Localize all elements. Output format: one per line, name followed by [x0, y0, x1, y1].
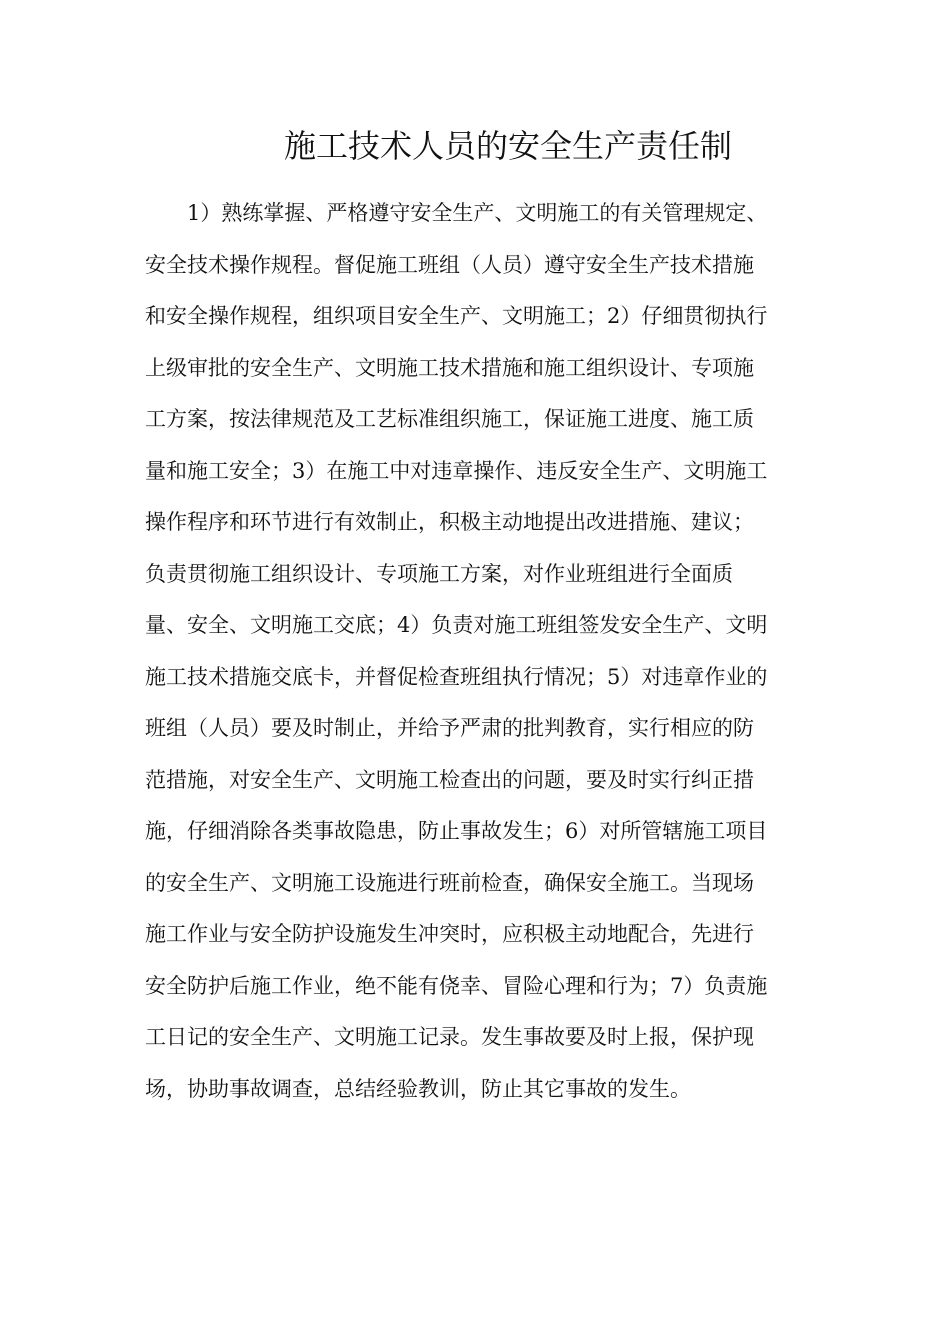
body-line: 安全技术操作规程。督促施工班组（人员）遵守安全生产技术措施: [145, 252, 754, 277]
body-line: 工方案，按法律规范及工艺标准组织施工，保证施工进度、施工质: [145, 407, 754, 431]
body-line: 上级审批的安全生产、文明施工技术措施和施工组织设计、专项施: [145, 355, 754, 380]
body-line: 负责贯彻施工组织设计、专项施工方案，对作业班组进行全面质: [145, 561, 733, 586]
body-line: 范措施，对安全生产、文明施工检查出的问题，要及时实行纠正措: [145, 767, 754, 792]
body-line: 工日记的安全生产、文明施工记录。发生事故要及时上报，保护现: [145, 1025, 754, 1049]
body-line: 施工作业与安全防护设施发生冲突时，应积极主动地配合，先进行: [145, 922, 754, 946]
body-line: 1）熟练掌握、严格遵守安全生产、文明施工的有关管理规定、: [187, 201, 768, 225]
body-line: 施，仔细消除各类事故隐患，防止事故发生；6）对所管辖施工项目: [145, 819, 768, 843]
body-line: 班组（人员）要及时制止，并给予严肃的批判教育，实行相应的防: [145, 716, 754, 740]
body-line: 的安全生产、文明施工设施进行班前检查，确保安全施工。当现场: [145, 870, 754, 895]
document-body: [145, 188, 805, 1115]
body-line: 施工技术措施交底卡，并督促检查班组执行情况；5）对违章作业的: [145, 664, 768, 689]
body-line: 场，协助事故调查，总结经验教训，防止其它事故的发生。: [145, 1076, 691, 1101]
body-line: 量、安全、文明施工交底；4）负责对施工班组签发安全生产、文明: [145, 613, 768, 637]
body-line: 安全防护后施工作业，绝不能有侥幸、冒险心理和行为；7）负责施: [145, 973, 768, 998]
document-title: 施工技术人员的安全生产责任制: [283, 127, 732, 165]
body-line: 量和施工安全；3）在施工中对违章操作、违反安全生产、文明施工: [145, 458, 768, 483]
body-line: 操作程序和环节进行有效制止，积极主动地提出改进措施、建议；: [145, 510, 754, 534]
body-line: 和安全操作规程，组织项目安全生产、文明施工；2）仔细贯彻执行: [145, 304, 768, 328]
